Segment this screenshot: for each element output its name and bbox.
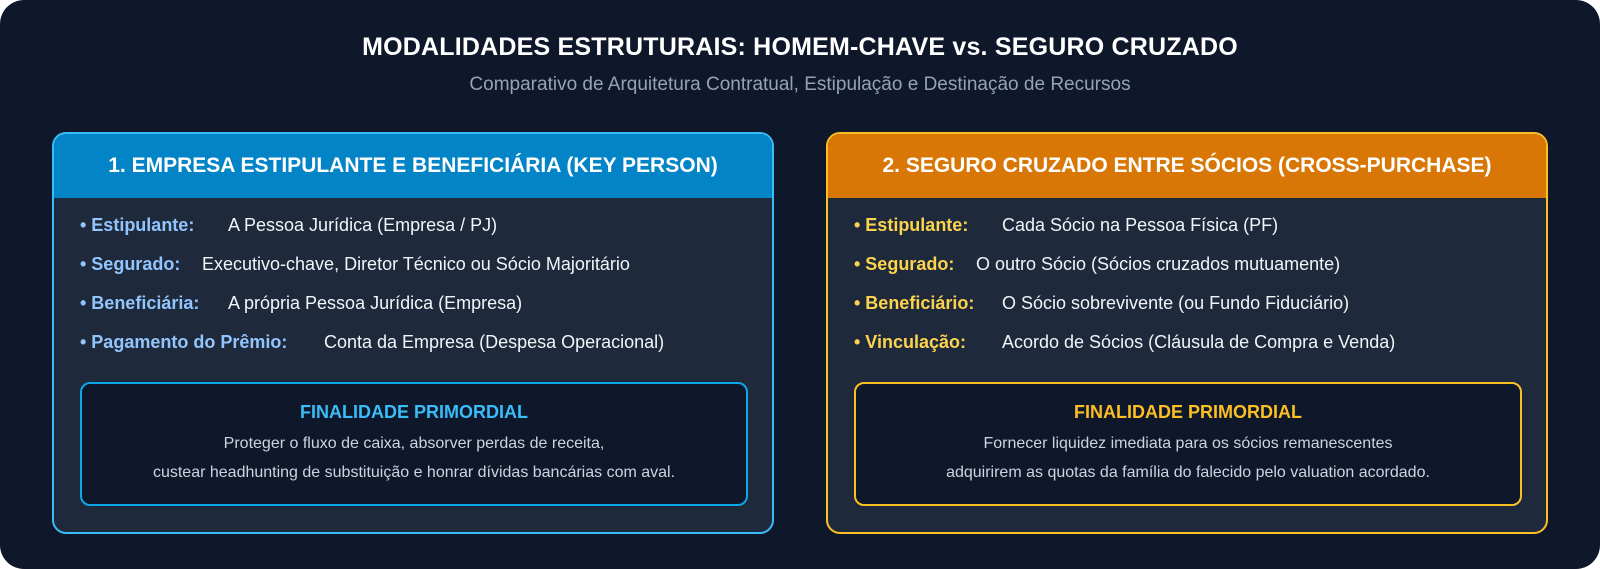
- key-person-finalidade-box: [80, 382, 748, 506]
- row-label: • Beneficiária:: [80, 293, 200, 313]
- row-pagamento-premio: [80, 329, 772, 368]
- row-value: Executivo-chave, Diretor Técnico ou Sócio Majoritário: [202, 254, 630, 274]
- cross-purchase-card-header: 2. SEGURO CRUZADO ENTRE SÓCIOS (CROSS-PURCHASE): [828, 134, 1546, 198]
- row-label: • Vinculação:: [854, 332, 967, 352]
- row-estipulante: [854, 212, 1546, 251]
- row-label: • Beneficiário:: [854, 293, 975, 313]
- finalidade-title: FINALIDADE PRIMORDIAL: [1074, 402, 1302, 422]
- finalidade-line: adquirirem as quotas da família do falecido pelo valuation acordado.: [946, 464, 1430, 481]
- row-value: O Sócio sobrevivente (ou Fundo Fiduciário): [1002, 293, 1350, 313]
- finalidade-line: Fornecer liquidez imediata para os sócios remanescentes: [983, 435, 1393, 452]
- row-value: O outro Sócio (Sócios cruzados mutuamente): [976, 254, 1341, 274]
- cross-purchase-card: [826, 132, 1548, 534]
- cross-purchase-rows: [828, 198, 1546, 368]
- finalidade-line: custear headhunting de substituição e honrar dívidas bancárias com aval.: [152, 464, 676, 481]
- finalidade-line: Proteger o fluxo de caixa, absorver perdas de receita,: [223, 435, 605, 452]
- row-beneficiario: [854, 290, 1546, 329]
- row-value: Cada Sócio na Pessoa Física (PF): [1002, 215, 1279, 235]
- row-value: A Pessoa Jurídica (Empresa / PJ): [228, 215, 498, 235]
- row-beneficiaria: [80, 290, 772, 329]
- row-segurado: [80, 251, 772, 290]
- row-label: • Segurado:: [80, 254, 181, 274]
- row-label: • Segurado:: [854, 254, 955, 274]
- row-value: Acordo de Sócios (Cláusula de Compra e Venda): [1002, 332, 1396, 352]
- key-person-card-header: 1. EMPRESA ESTIPULANTE E BENEFICIÁRIA (KEY PERSON): [54, 134, 772, 198]
- row-vinculacao: [854, 329, 1546, 368]
- row-label: • Estipulante:: [80, 215, 195, 235]
- row-label: • Pagamento do Prêmio:: [80, 332, 288, 352]
- row-label: • Estipulante:: [854, 215, 969, 235]
- key-person-rows: [54, 198, 772, 368]
- key-person-card: [52, 132, 774, 534]
- row-estipulante: [80, 212, 772, 251]
- row-segurado: [854, 251, 1546, 290]
- finalidade-title: FINALIDADE PRIMORDIAL: [300, 402, 528, 422]
- row-value: A própria Pessoa Jurídica (Empresa): [228, 293, 523, 313]
- page-subtitle: Comparativo de Arquitetura Contratual, Estipulação e Destinação de Recursos: [469, 74, 1131, 95]
- row-value: Conta da Empresa (Despesa Operacional): [324, 332, 665, 352]
- page-title: MODALIDADES ESTRUTURAIS: HOMEM-CHAVE vs. SEGURO CRUZADO: [362, 33, 1238, 61]
- cross-purchase-finalidade-box: [854, 382, 1522, 506]
